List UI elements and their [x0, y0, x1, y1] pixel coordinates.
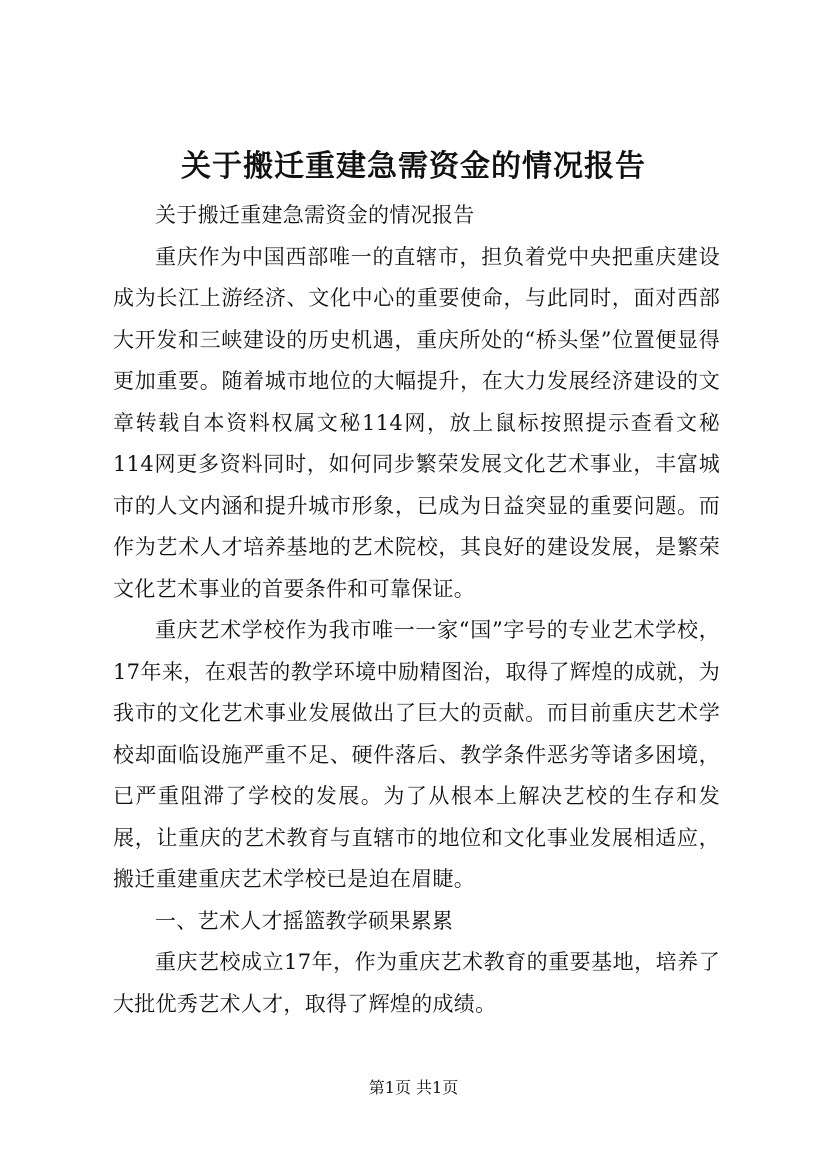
document-title: 关于搬迁重建急需资金的情况报告 [181, 149, 646, 184]
body-paragraph: 重庆作为中国西部唯一的直辖市，担负着党中央把重庆建设成为长江上游经济、文化中心的重要使命，与此同时，面对西部大开发和三峡建设的历史机遇，重庆所处的“桥头堡”位置便显得更加重要。随着城市地位的大幅提升，在大力发展经济建设的文章转载自本资料权属文秘114网，放上鼠标按照提示查看文秘114网更多资料同时，如何同步繁荣发展文化艺术事业，丰富城市的人文内涵和提升城市形象，已成为日益突显的重要问题。而作为艺术人才培养基地的艺术院校，其良好的建设发展，是繁荣文化艺术事业的首要条件和可靠保证。 [113, 244, 720, 601]
subtitle-paragraph: 关于搬迁重建急需资金的情况报告 [155, 203, 475, 227]
page-footer: 第1页 共1页 [368, 1078, 459, 1097]
body-paragraph: 重庆艺校成立17年，作为重庆艺术教育的重要基地，培养了大批优秀艺术人才，取得了辉煌的成绩。 [113, 950, 720, 1016]
section-heading: 一、艺术人才摇篮教学硕果累累 [155, 908, 454, 933]
document-body [113, 195, 720, 1025]
body-paragraph: 重庆艺术学校作为我市唯一一家“国”字号的专业艺术学校，17年来，在艰苦的教学环境中励精图治，取得了辉煌的成就，为我市的文化艺术事业发展做出了巨大的贡献。而目前重庆艺术学校却面临设施严重不足、硬件落后、教学条件恶劣等诸多困境，已严重阻滞了学校的发展。为了从根本上解决艺校的生存和发展，让重庆的艺术教育与直辖市的地位和文化事业发展相适应，搬迁重建重庆艺术学校已是迫在眉睫。 [113, 618, 720, 891]
